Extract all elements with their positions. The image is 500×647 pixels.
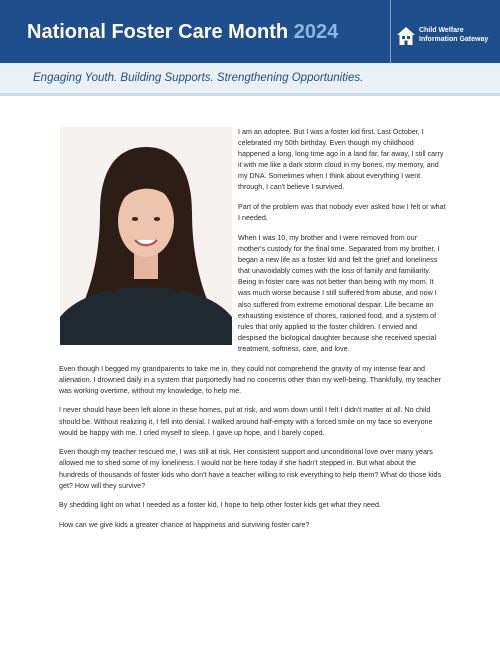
logo-line-1: Child Welfare: [419, 27, 464, 34]
band-rule: [0, 93, 500, 96]
logo-text: [419, 26, 497, 44]
story-paragraph-6: Even though my teacher rescued me, I was still at risk. Her consistent support and unconditional love over many years allowed me to shed some of my loneliness. I would not be here today if she hadn't stepped in. But what about the hundreds of thousands of foster kids who don't have a teacher willing to risk everything to help them? What do those kids get? How will they survive?: [59, 448, 442, 490]
story-paragraph-3: When I was 10, my brother and I were removed from our mother's custody for the final time. Separated from my brother, I began a new life as a foster kid and felt the grief and loneliness that unavoidably comes with the loss of family and familiarity. Being in foster care was not better than being with my mom. It was much worse because I still suffered from abuse, and now I also suffered from extreme emotional despair. Life became an exhausting existence of chores, rationed food, and a system of rules that only applied to the foster children. I envied and despised the biological daughter because she received special treatment, softness, care, and love.: [238, 233, 440, 353]
photo-spacer: [59, 127, 238, 359]
tagline: Engaging Youth. Building Supports. Strengthening Opportunities.: [33, 72, 364, 84]
story-paragraph-5: I never should have been left alone in these homes, put at risk, and worn down until I felt I didn't matter at all. No child should be. Without realizing it, I fell into denial. I walked around half-empty with a forced smile on my face so everyone would be happy with me. I cried myself to sleep. I gave up hope, and I barely coped.: [59, 406, 433, 437]
story-paragraph-2: Part of the problem was that nobody ever asked how I felt or what I needed.: [238, 203, 446, 223]
story-paragraph-1: I am an adoptee. But I was a foster kid first. Last October, I celebrated my 50th birthday. Even though my childhood happened a long, long time ago in a land far, far away, I still carry it with me like a dark storm cloud in my bones, my memory, and my DNA. Sometimes when I think about everything I went through, I can't believe I survived.: [238, 128, 444, 192]
story-paragraph-4: Even though I begged my grandparents to take me in, they could not comprehend the gravity of my intense fear and alienation. I drowned daily in a system that purportedly had no concerns other than my well-being. Thankfully, my teacher was working overtime, without my knowledge, to help me.: [59, 364, 441, 395]
page-title: [27, 19, 338, 45]
title-text: National Foster Care Month: [27, 21, 289, 43]
story-body: [59, 127, 446, 540]
house-icon: [396, 26, 416, 46]
title-year: 2024: [293, 21, 339, 43]
story-paragraph-8: How can we give kids a greater chance at happiness and surviving foster care?: [59, 520, 310, 529]
header-divider: [390, 0, 391, 63]
logo-line-2: Information Gateway: [419, 36, 489, 43]
child-welfare-logo: [396, 26, 496, 48]
story-paragraph-7: By shedding light on what I needed as a foster kid, I hope to help other foster kids get what they need.: [59, 501, 381, 510]
header-bar: [0, 0, 500, 63]
